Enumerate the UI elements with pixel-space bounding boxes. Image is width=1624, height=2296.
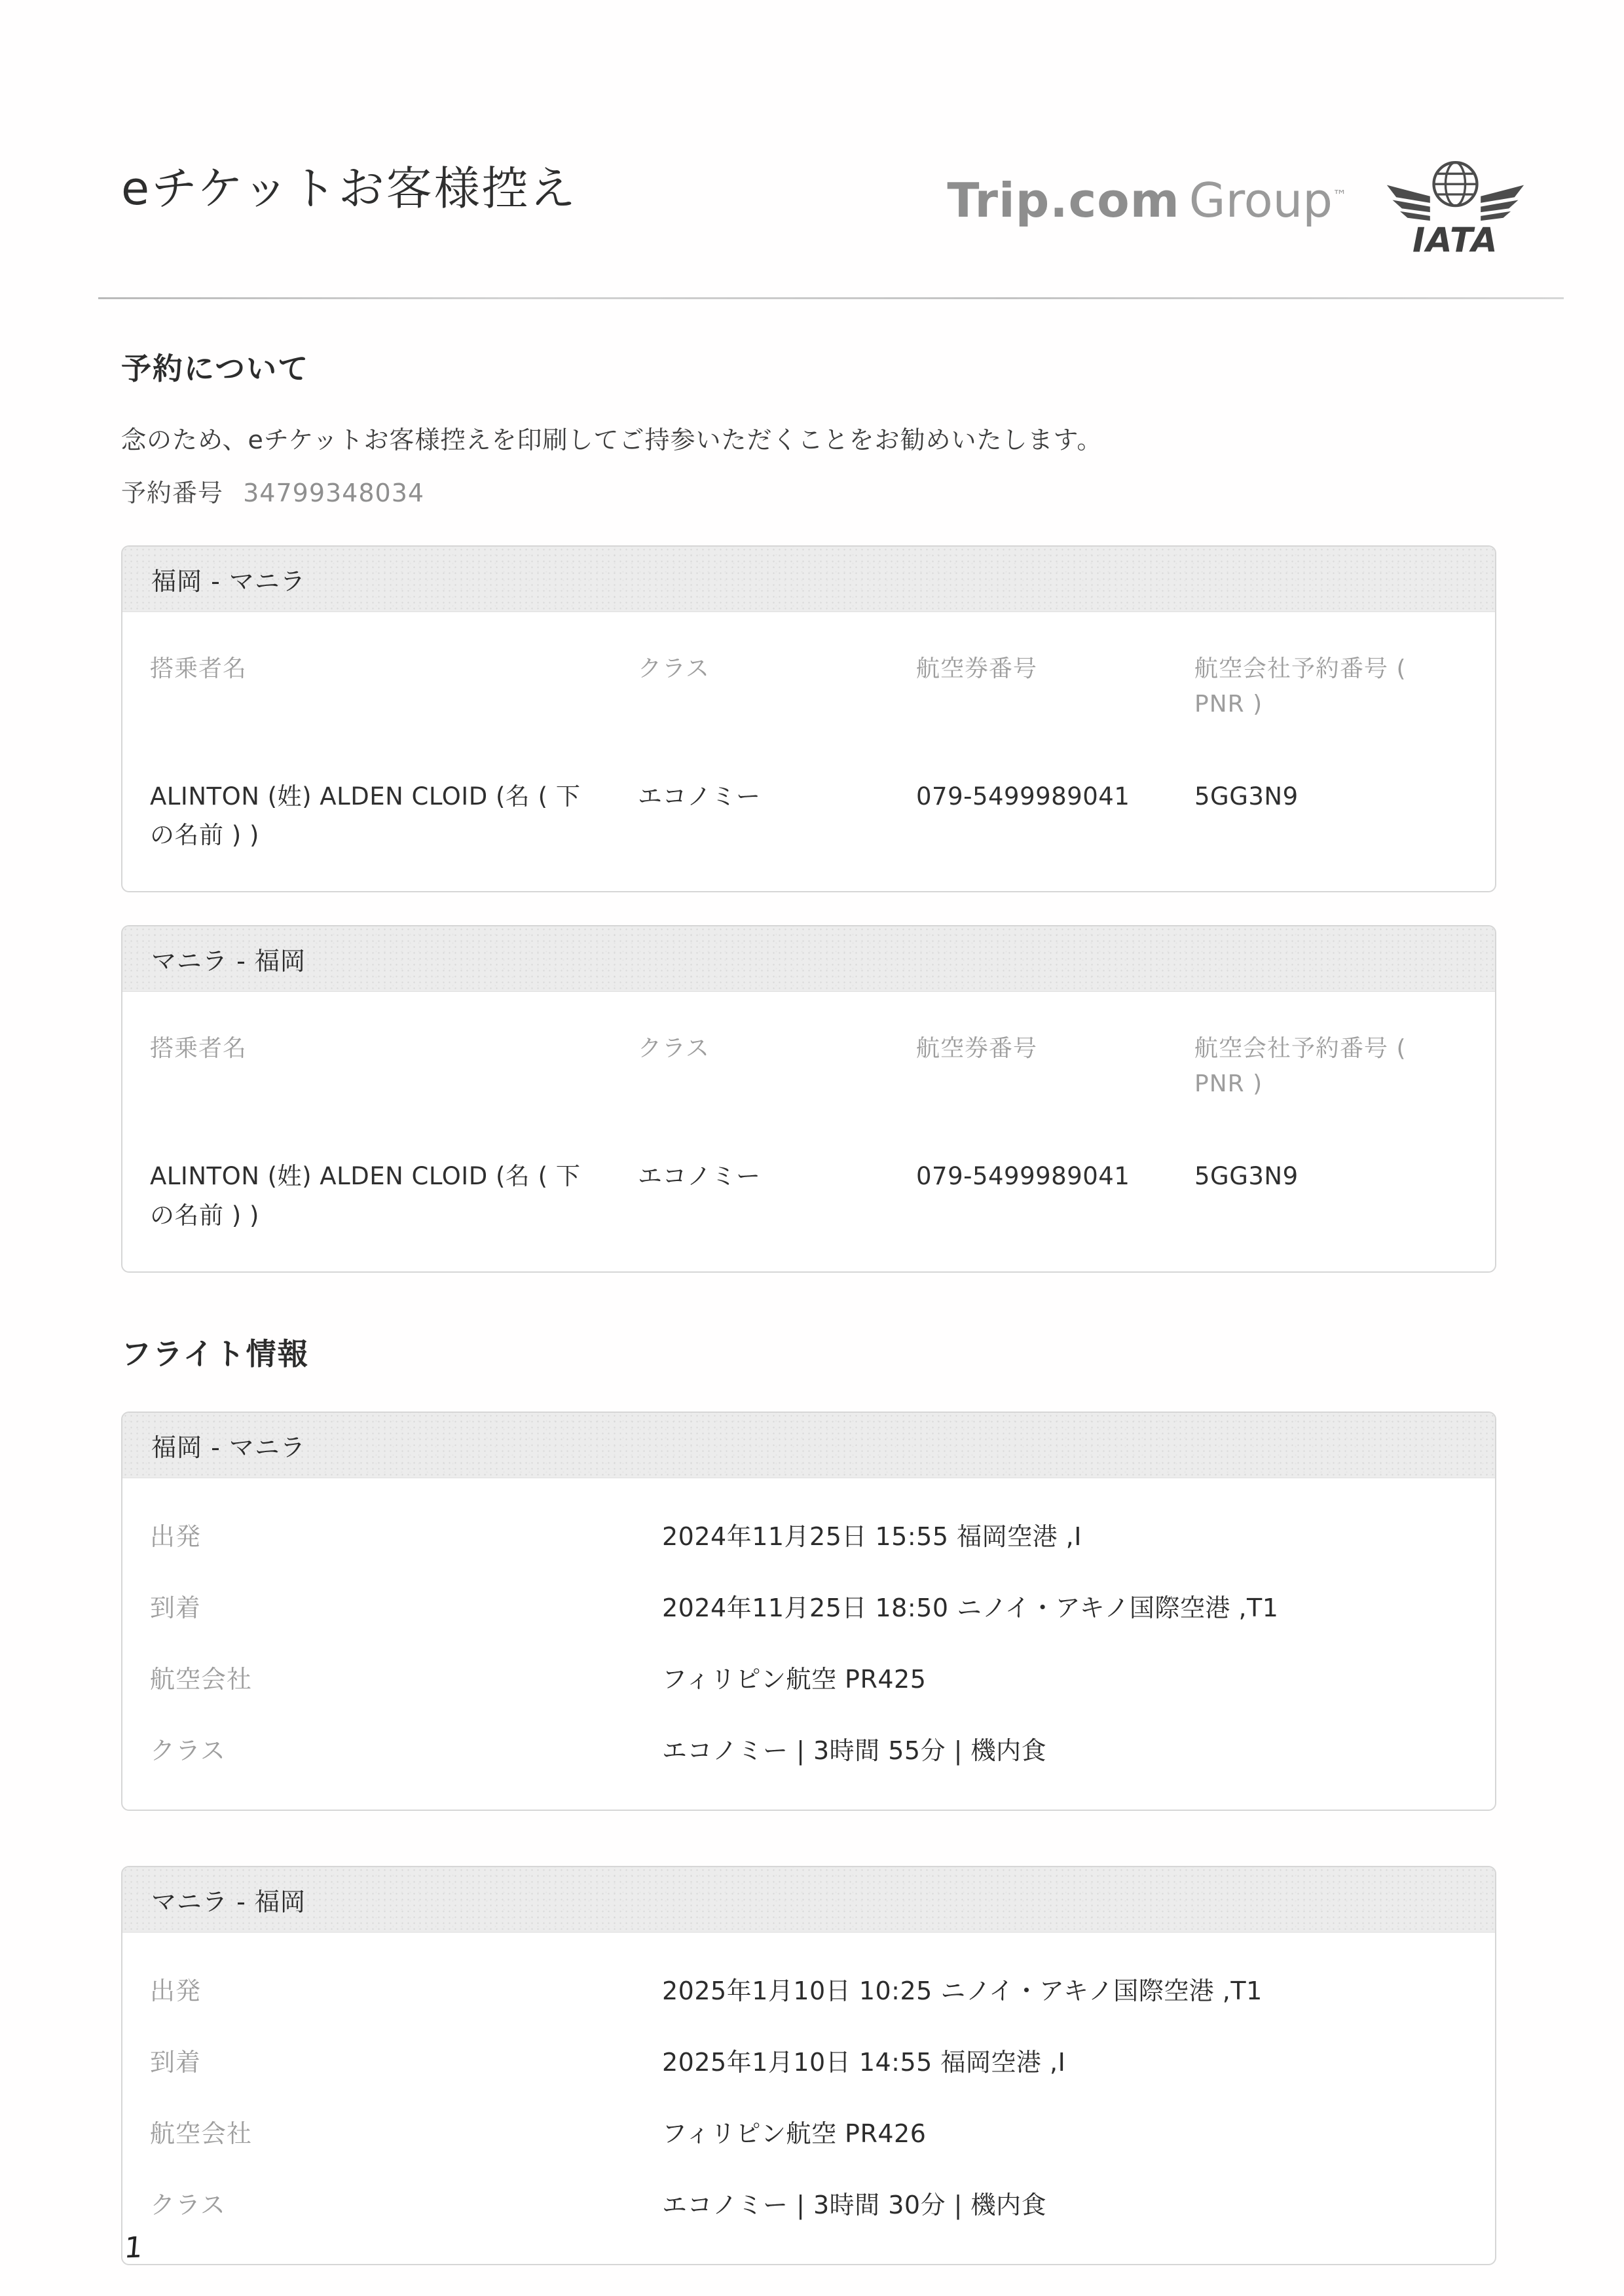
booking-number-line [121, 473, 1496, 509]
pnr-code: 5GG3N9 [1194, 1162, 1299, 1191]
document-content [0, 345, 1624, 2265]
card-header [122, 1867, 1495, 1933]
page-number: 1 [122, 2231, 145, 2265]
flight-details-table [122, 1933, 1495, 2264]
class-value: エコノミー | 3時間 30分 | 機内食 [662, 2190, 1047, 2219]
card-header [122, 547, 1495, 612]
route-title: マニラ - 福岡 [151, 947, 306, 976]
row-label-departure: 出発 [150, 1522, 202, 1551]
flight-card-manila-fukuoka [121, 1866, 1496, 2265]
ticket-number: 079-5499989041 [916, 782, 1130, 811]
column-header-ticket-number: 航空券番号 [916, 655, 1038, 682]
booking-section-heading: 予約について [121, 351, 310, 386]
cabin-class: エコノミー [638, 782, 761, 811]
airline-value: フィリピン航空 PR425 [662, 1664, 927, 1694]
header-logos [947, 158, 1526, 257]
ticket-number: 079-5499989041 [916, 1162, 1130, 1191]
column-header-passenger: 搭乗者名 [150, 1035, 248, 1063]
booking-card-fukuoka-manila [121, 545, 1496, 892]
departure-value: 2024年11月25日 15:55 福岡空港 ,I [662, 1522, 1082, 1551]
route-title: 福岡 - マニラ [151, 1432, 306, 1462]
flight-info-section [121, 1330, 1496, 2265]
arrival-value: 2024年11月25日 18:50 ニノイ・アキノ国際空港 ,T1 [662, 1593, 1279, 1622]
column-header-class: クラス [638, 1035, 710, 1063]
card-header [122, 926, 1495, 992]
passenger-table [122, 992, 1495, 1271]
booking-number-value: 34799348034 [243, 479, 425, 507]
booking-card-manila-fukuoka [121, 925, 1496, 1272]
column-header-pnr: 航空会社予約番号 ( PNR ) [1194, 1035, 1407, 1098]
departure-value: 2025年1月10日 10:25 ニノイ・アキノ国際空港 ,T1 [662, 1976, 1263, 2005]
arrival-value: 2025年1月10日 14:55 福岡空港 ,I [662, 2047, 1066, 2077]
booking-number-label: 予約番号 [121, 479, 224, 507]
passenger-name: ALINTON (姓) ALDEN CLOID (名 ( 下の名前 ) ) [150, 1162, 581, 1230]
iata-wordmark: IATA [1412, 221, 1499, 257]
column-header-class: クラス [638, 655, 710, 682]
airline-value: フィリピン航空 PR426 [662, 2119, 927, 2148]
pnr-code: 5GG3N9 [1194, 782, 1299, 811]
iata-logo [1385, 158, 1526, 257]
cabin-class: エコノミー [638, 1162, 761, 1191]
row-label-class: クラス [150, 2190, 226, 2219]
class-value: エコノミー | 3時間 55分 | 機内食 [662, 1736, 1047, 1765]
route-title: マニラ - 福岡 [151, 1887, 306, 1916]
flight-card-fukuoka-manila [121, 1412, 1496, 1811]
row-label-arrival: 到着 [150, 1593, 202, 1622]
row-label-departure: 出発 [150, 1976, 202, 2005]
tripcom-wordmark: Trip.com [947, 173, 1180, 228]
column-header-pnr: 航空会社予約番号 ( PNR ) [1194, 655, 1407, 718]
page-title: eチケットお客様控え [121, 162, 578, 215]
tripcom-group-logo [947, 173, 1347, 228]
iata-winged-globe-icon [1385, 158, 1526, 257]
column-header-passenger: 搭乗者名 [150, 655, 248, 682]
booking-section [121, 345, 1496, 1273]
trademark-symbol: ™ [1333, 188, 1347, 204]
route-title: 福岡 - マニラ [151, 567, 306, 596]
column-header-ticket-number: 航空券番号 [916, 1035, 1038, 1063]
row-label-arrival: 到着 [150, 2047, 202, 2077]
card-header [122, 1413, 1495, 1478]
row-label-airline: 航空会社 [150, 1664, 253, 1694]
passenger-name: ALINTON (姓) ALDEN CLOID (名 ( 下の名前 ) ) [150, 782, 581, 850]
booking-note: 念のため、eチケットお客様控えを印刷してご持参いただくことをお勧めいたします。 [121, 426, 1103, 454]
tripcom-group-text: Group [1189, 173, 1333, 228]
passenger-table [122, 612, 1495, 891]
flight-section-heading: フライト情報 [121, 1336, 309, 1372]
document-header [0, 0, 1624, 257]
flight-details-table [122, 1478, 1495, 1810]
row-label-class: クラス [150, 1736, 226, 1765]
header-divider [98, 297, 1564, 299]
row-label-airline: 航空会社 [150, 2119, 253, 2148]
